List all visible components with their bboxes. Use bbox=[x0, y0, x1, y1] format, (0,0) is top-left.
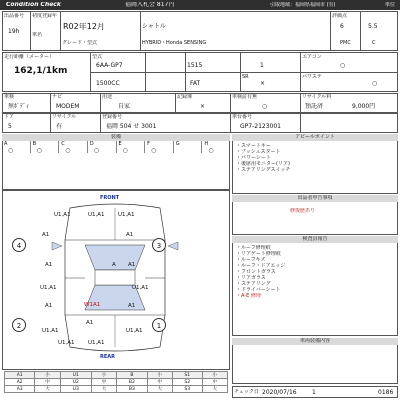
appeal-point: ・パワーシート bbox=[236, 155, 271, 161]
legend-cell: B bbox=[117, 372, 147, 379]
legend-cell: U1 bbox=[60, 372, 91, 379]
price-label: リサイクル料 bbox=[302, 94, 332, 100]
damage-note: W1A1 bbox=[84, 302, 101, 308]
divider bbox=[90, 72, 398, 73]
damage-mark: A1 bbox=[42, 232, 50, 238]
legend-cell: 中 bbox=[147, 379, 172, 386]
recycle-label: リサイクル bbox=[52, 114, 77, 120]
sr-value: × bbox=[260, 80, 266, 87]
legend-cell: 小 bbox=[35, 372, 60, 379]
history-label: 車検 bbox=[4, 94, 15, 100]
inspector-note: ・ルーフキズ bbox=[236, 257, 266, 263]
nav-value: MODEM bbox=[56, 103, 80, 110]
aircon-label: エアコン bbox=[302, 54, 322, 60]
equipment-col bbox=[145, 141, 174, 153]
inspector-note: ・リアゲート修理痕 bbox=[236, 251, 281, 257]
aircon-value: ○ bbox=[340, 62, 346, 69]
inspection-label: 車検証有無 bbox=[232, 94, 258, 100]
type-value: 6AA-GP7 bbox=[96, 62, 123, 69]
inspector-note-red: ・A-E 修理 bbox=[236, 293, 261, 299]
check-date-label: チェック日 bbox=[234, 389, 259, 395]
inspector-number: 1 bbox=[312, 389, 316, 396]
score-value-2: 5.5 bbox=[368, 23, 378, 30]
model-name: シャトル bbox=[142, 23, 166, 30]
sr-label: SR bbox=[242, 74, 249, 80]
appeal-point: ・ステアリングスイッチ bbox=[236, 167, 291, 173]
divider bbox=[60, 11, 61, 51]
legend-row bbox=[5, 379, 228, 386]
equipment-col-label: B bbox=[32, 141, 37, 147]
wheel-rear-right-icon: 1 bbox=[152, 318, 166, 332]
appeal-point: ・プッシュスタート bbox=[236, 149, 281, 155]
legend-cell: S1 bbox=[172, 372, 202, 379]
nav-label: ナビ bbox=[52, 94, 63, 100]
vehicle-equipment-title: 車両装備内容 bbox=[232, 338, 398, 345]
interior-b: C bbox=[372, 40, 376, 46]
equipment-col-label: C bbox=[61, 141, 65, 147]
power-label: パワステ bbox=[302, 74, 322, 80]
legend-cell: 中 bbox=[91, 379, 116, 386]
inspector-note: ・ルーフ修理痕 bbox=[236, 245, 271, 251]
damage-mark: A bbox=[112, 262, 116, 268]
equipment-columns bbox=[2, 141, 230, 153]
legend-cell: 小 bbox=[91, 372, 116, 379]
equipment-title: 装備 bbox=[2, 134, 230, 141]
use-label: 用途 bbox=[102, 94, 113, 100]
damage-mark: U1,A1 bbox=[132, 285, 149, 291]
recycle-value: 有 bbox=[56, 123, 63, 130]
equipment-col-label: E bbox=[118, 141, 122, 147]
legend-cell: A1 bbox=[5, 372, 35, 379]
year-label: 初度登録年 bbox=[32, 13, 58, 19]
front-label: FRONT bbox=[100, 195, 120, 201]
plate-label: 登録番号 bbox=[102, 114, 123, 120]
price-status: 預託済 bbox=[305, 103, 324, 110]
owner-value: × bbox=[200, 103, 206, 110]
vin-value: GP7-2123001 bbox=[240, 123, 281, 130]
legend-cell: A2 bbox=[5, 379, 35, 386]
appeal-point: ・スマートキー bbox=[236, 143, 271, 149]
damage-mark: A1 bbox=[128, 303, 136, 309]
body-label: 車名 bbox=[32, 32, 43, 38]
inspector-report-title: 検査員報告 bbox=[232, 236, 398, 243]
inspection-value: ○ bbox=[262, 103, 268, 110]
score-label: 評価点 bbox=[332, 13, 348, 19]
inspector-note: ・ルーフ・ドアエッジ bbox=[236, 263, 286, 269]
damage-mark: U1,A1 bbox=[118, 212, 135, 218]
legend-cell: U3 bbox=[60, 386, 91, 393]
appeal-point: ・後席用モニター(リア) bbox=[236, 161, 290, 167]
sheet-code: 0186 bbox=[378, 389, 394, 396]
lot-number: 19h bbox=[8, 28, 20, 35]
power-value: ○ bbox=[372, 80, 378, 87]
equipment-col bbox=[88, 141, 117, 153]
equipment-col bbox=[174, 141, 203, 153]
auction-title: 福岡入札会 817円 bbox=[125, 2, 175, 8]
doors-label: ドア bbox=[4, 114, 14, 120]
divider bbox=[30, 11, 31, 51]
legend-cell: 大 bbox=[202, 386, 227, 393]
damage-mark: U1,A1 bbox=[58, 340, 75, 346]
appeal-points-list bbox=[236, 143, 290, 173]
legend-cell: S2 bbox=[172, 379, 202, 386]
equipment-col bbox=[31, 141, 60, 153]
equipment-col-label: G bbox=[175, 141, 180, 147]
wheel-front-right-icon: 3 bbox=[152, 238, 166, 252]
inspector-note: ・ステアリング bbox=[236, 281, 271, 287]
damage-mark: A1 bbox=[45, 262, 53, 268]
damage-mark: A1 bbox=[128, 262, 136, 268]
lot-label: 出品番号 bbox=[4, 13, 25, 19]
equipment-col-value: ○ bbox=[208, 147, 214, 154]
plate-value: 福岡 504 せ 3001 bbox=[106, 123, 157, 130]
legend-cell: 中 bbox=[202, 379, 227, 386]
equipment-col-label: D bbox=[89, 141, 94, 147]
legend-cell: 小 bbox=[202, 372, 227, 379]
history-value: 無ﾎﾞﾃﾞｨ bbox=[8, 103, 30, 110]
check-date: 2020/07/16 bbox=[262, 389, 297, 396]
equipment-col-value: ○ bbox=[122, 147, 128, 154]
rear-label: REAR bbox=[100, 354, 115, 360]
dealer-info: 引取地域：福岡県福岡市 (有) bbox=[270, 2, 336, 8]
damage-mark: A1 bbox=[86, 320, 94, 326]
legend-cell: B3 bbox=[117, 386, 147, 393]
equipment-col-value: ○ bbox=[93, 147, 100, 154]
inspector-report-list bbox=[236, 245, 285, 299]
damage-mark: U1,A1 bbox=[42, 328, 59, 334]
repair-history-note: 修復歴あり bbox=[290, 208, 316, 214]
damage-mark: U1,A1 bbox=[88, 212, 105, 218]
damage-mark: A1 bbox=[126, 232, 134, 238]
legend-cell: 大 bbox=[147, 386, 172, 393]
damage-mark: U1,A1 bbox=[40, 285, 57, 291]
legend-row bbox=[5, 372, 228, 379]
legend-row bbox=[5, 386, 228, 393]
appeal-points-title: アピールポイント bbox=[232, 134, 398, 141]
divider bbox=[360, 11, 361, 51]
wheel-front-left-icon: 4 bbox=[12, 238, 26, 252]
equipment-col bbox=[2, 141, 31, 153]
legend-cell: U2 bbox=[60, 379, 91, 386]
doors-value: 5 bbox=[8, 123, 12, 130]
damage-legend bbox=[4, 371, 228, 393]
legend-cell: 中 bbox=[35, 379, 60, 386]
interior-a: PMC bbox=[340, 40, 351, 46]
damage-mark: U1,A1 bbox=[88, 340, 105, 346]
door-value: 1 bbox=[260, 62, 264, 69]
legend-cell: 大 bbox=[91, 386, 116, 393]
damage-mark: A1 bbox=[45, 303, 53, 309]
divider bbox=[140, 11, 141, 51]
equipment-col bbox=[202, 141, 230, 153]
equipment-col bbox=[117, 141, 146, 153]
equipment-col-label: H bbox=[204, 141, 209, 147]
mileage-label: 走行距離（メーター） bbox=[4, 54, 55, 60]
equipment-col-value: ○ bbox=[65, 147, 71, 154]
cc-value: 1500CC bbox=[96, 80, 120, 87]
legend-cell: 大 bbox=[35, 386, 60, 393]
score-value: 6 bbox=[340, 23, 344, 30]
legend-cell: S3 bbox=[172, 386, 202, 393]
damage-mark: U1,A1 bbox=[126, 328, 143, 334]
corner-label: 単位 bbox=[385, 2, 396, 8]
price-value: 9,000円 bbox=[352, 103, 376, 110]
equipment-col-value: ○ bbox=[151, 147, 157, 154]
divider bbox=[175, 93, 176, 113]
type-label: 型式 bbox=[92, 54, 103, 60]
legend-cell: B2 bbox=[117, 379, 147, 386]
legend-cell: A3 bbox=[5, 386, 35, 393]
grade-label: グレード・型式 bbox=[62, 40, 98, 46]
equipment-col-value: ○ bbox=[36, 147, 42, 154]
equipment-col-value: ○ bbox=[8, 147, 14, 154]
inspector-note: ・フロントガラス bbox=[236, 269, 276, 275]
vin-label: 車台番号 bbox=[232, 114, 253, 120]
equipment-col-label: A bbox=[4, 141, 8, 147]
inspector-note: ・リアガラス bbox=[236, 275, 266, 281]
wheel-rear-left-icon: 2 bbox=[12, 318, 26, 332]
use-value: 自家 bbox=[118, 103, 131, 110]
page-title: Condition Check bbox=[6, 2, 61, 8]
seller-declaration-title: 出品者申告事項 bbox=[232, 195, 398, 202]
first-reg-year: R02年12月 bbox=[63, 23, 105, 30]
inspector-note: ・ドライバーシート bbox=[236, 287, 281, 293]
trim-value: 1515 bbox=[187, 62, 203, 69]
divider bbox=[330, 11, 331, 51]
damage-mark: U1,A1 bbox=[54, 212, 71, 218]
equipment-col bbox=[59, 141, 88, 153]
shift-value: FAT bbox=[190, 80, 201, 87]
equipment-col-label: F bbox=[147, 141, 151, 147]
owner-label: 記録簿 bbox=[177, 94, 193, 100]
legend-cell: 小 bbox=[147, 372, 172, 379]
mileage-value: 162,1/1km bbox=[14, 66, 68, 76]
grade-value: HYBRID・Honda SENSING bbox=[142, 40, 207, 46]
